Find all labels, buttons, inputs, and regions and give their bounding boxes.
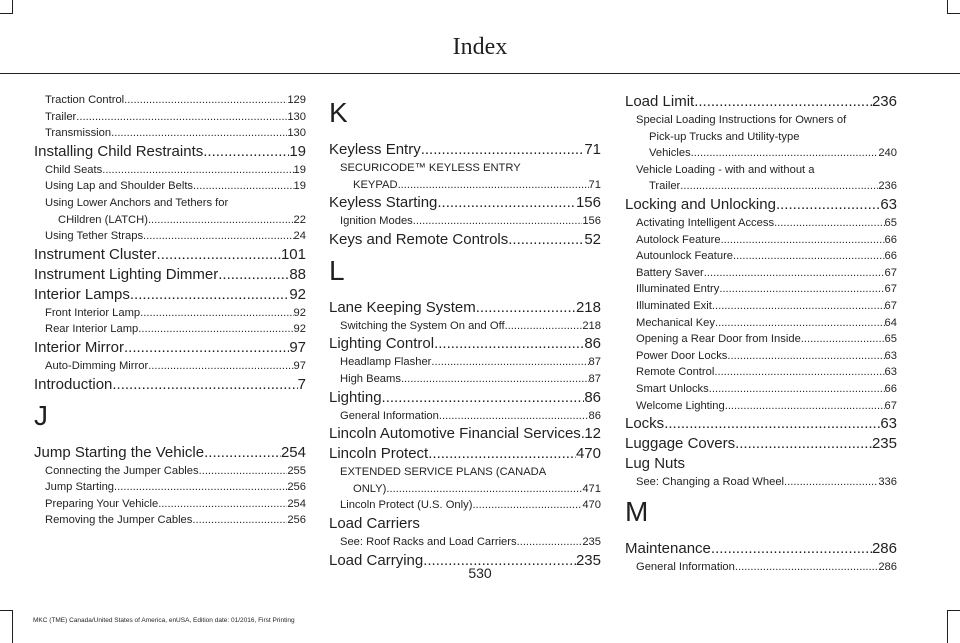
dot-leader	[428, 444, 576, 464]
entry-page-number: 130	[287, 110, 306, 123]
dot-leader	[112, 375, 297, 395]
index-subentry-wrapped[interactable]	[329, 160, 601, 193]
crop-mark-top-left-vertical	[12, 0, 13, 14]
index-subentry[interactable]	[329, 371, 601, 388]
entry-label: General Information	[636, 560, 735, 573]
index-entry[interactable]	[625, 195, 897, 215]
index-entry[interactable]	[34, 375, 306, 395]
index-subentry[interactable]	[34, 358, 306, 375]
entry-page-number: 87	[588, 372, 601, 385]
entry-page-number: 129	[287, 94, 306, 106]
dot-leader	[130, 285, 289, 305]
index-subentry[interactable]	[329, 534, 601, 551]
dot-leader	[434, 334, 584, 354]
entry-page-number: 470	[575, 445, 601, 463]
entry-label: Maintenance	[625, 539, 711, 557]
index-column-1	[34, 92, 306, 529]
entry-page-number: 235	[575, 551, 601, 569]
entry-label: Interior Lamps	[34, 285, 130, 303]
entry-label: Headlamp Flasher	[340, 356, 432, 369]
entry-page-number: 92	[293, 323, 306, 336]
index-entry[interactable]	[34, 285, 306, 305]
entry-page-number: 235	[871, 435, 897, 453]
entry-label: Using Lap and Shoulder Belts	[45, 180, 194, 193]
dot-leader	[203, 142, 289, 162]
index-subentry[interactable]	[329, 497, 601, 514]
index-entry[interactable]	[625, 414, 897, 434]
entry-page-number: 67	[884, 399, 897, 412]
entry-page-number: 71	[588, 178, 601, 191]
entry-label: ONLY)	[353, 482, 387, 495]
entry-label: Autolock Feature	[636, 233, 721, 246]
dot-leader	[421, 140, 585, 160]
index-subentry[interactable]	[625, 281, 897, 298]
entry-page-number: 254	[287, 497, 306, 510]
dot-leader	[76, 109, 287, 126]
entry-label-line: Special Loading Instructions for Owners of	[636, 114, 847, 126]
entry-label: Welcome Lighting	[636, 399, 725, 412]
dot-leader	[148, 358, 293, 375]
index-entry[interactable]	[329, 514, 601, 534]
index-subentry[interactable]	[34, 479, 306, 496]
index-entry[interactable]	[329, 140, 601, 160]
entry-label: CHildren (LATCH)	[58, 213, 148, 226]
entry-page-number: 65	[884, 216, 897, 229]
entry-label: Illuminated Exit	[636, 299, 712, 312]
entry-page-number: 12	[584, 425, 601, 443]
index-column-3	[625, 92, 897, 575]
entry-page-number: 63	[880, 195, 897, 213]
entry-page-number: 97	[293, 359, 306, 372]
crop-mark-top-left-horizontal	[0, 13, 13, 14]
entry-page-number: 64	[884, 316, 897, 329]
entry-page-number: 71	[584, 141, 601, 158]
index-subentry[interactable]	[329, 354, 601, 371]
entry-label: Battery Saver	[636, 266, 704, 279]
entry-page-number: 19	[293, 163, 306, 176]
dot-leader	[694, 92, 872, 112]
entry-page-number: 97	[289, 338, 306, 356]
index-subentry[interactable]	[625, 248, 897, 265]
dot-leader	[102, 162, 293, 179]
index-subentry[interactable]	[625, 348, 897, 365]
entry-label: Remote Control	[636, 366, 715, 379]
entry-label: Activating Intelligent Access	[636, 216, 775, 229]
index-entry[interactable]	[34, 338, 306, 358]
section-letter: M	[625, 495, 649, 527]
entry-page-number: 67	[884, 283, 897, 296]
entry-page-number: 86	[588, 409, 601, 422]
entry-label: Lug Nuts	[625, 455, 686, 473]
entry-label: Ignition Modes	[340, 215, 413, 228]
index-subentry[interactable]	[34, 125, 306, 142]
dot-leader	[382, 388, 585, 408]
index-subentry[interactable]	[625, 178, 897, 195]
index-subentry[interactable]	[625, 232, 897, 249]
entry-page-number: 256	[287, 481, 306, 494]
entry-label: Mechanical Key	[636, 316, 715, 329]
dot-leader	[801, 331, 885, 348]
index-entry[interactable]	[329, 388, 601, 408]
entry-label: Autounlock Feature	[636, 250, 734, 263]
dot-leader	[439, 408, 589, 425]
dot-leader	[735, 434, 872, 454]
entry-page-number: 65	[884, 333, 897, 346]
crop-mark-bottom-left-vertical	[12, 610, 13, 643]
page-title: Index	[452, 34, 508, 60]
crop-mark-bottom-right-vertical	[947, 610, 948, 643]
entry-label: Illuminated Entry	[636, 283, 720, 296]
index-entry[interactable]	[625, 454, 897, 474]
entry-label: Lane Keeping System	[329, 298, 476, 316]
index-subentry[interactable]	[329, 213, 601, 230]
entry-page-number: 470	[582, 499, 601, 512]
dot-leader	[711, 539, 872, 559]
dot-leader	[192, 512, 287, 529]
entry-label: Keys and Remote Controls	[329, 230, 509, 248]
section-letter: L	[329, 254, 345, 286]
crop-mark-bottom-left-horizontal	[0, 610, 13, 611]
entry-label: Child Seats	[45, 163, 103, 176]
entry-label: Preparing Your Vehicle	[45, 497, 159, 510]
entry-label: Lincoln Protect (U.S. Only)	[340, 499, 473, 512]
dot-leader	[143, 228, 294, 245]
dot-leader	[714, 364, 884, 381]
dot-leader	[158, 496, 287, 513]
dot-leader	[704, 265, 885, 282]
entry-page-number: 66	[884, 382, 897, 395]
entry-label: Connecting the Jumper Cables	[45, 464, 199, 477]
dot-leader	[140, 305, 293, 322]
index-entry[interactable]	[329, 334, 601, 354]
entry-page-number: 7	[297, 375, 306, 393]
index-subentry[interactable]	[34, 321, 306, 338]
dot-leader	[472, 497, 582, 514]
entry-label: General Information	[340, 409, 439, 422]
index-subentry[interactable]	[34, 463, 306, 480]
entry-label: Keyless Entry	[329, 141, 421, 158]
index-subentry-wrapped[interactable]	[34, 195, 306, 228]
entry-page-number: 87	[588, 356, 601, 369]
dot-leader	[193, 178, 294, 195]
index-entry[interactable]	[34, 443, 306, 463]
dot-leader	[401, 371, 589, 388]
dot-leader	[680, 178, 878, 195]
index-entry[interactable]	[34, 142, 306, 162]
entry-page-number: 471	[582, 482, 601, 495]
entry-page-number: 130	[287, 127, 306, 140]
index-subentry[interactable]	[625, 145, 897, 162]
dot-leader	[218, 265, 289, 285]
crop-mark-top-right-vertical	[947, 0, 948, 14]
index-subentry[interactable]	[34, 228, 306, 245]
entry-page-number: 235	[582, 535, 601, 548]
entry-page-number: 236	[878, 180, 897, 193]
entry-page-number: 22	[293, 213, 306, 226]
entry-page-number: 286	[871, 539, 897, 557]
dot-leader	[721, 232, 885, 249]
index-entry[interactable]	[625, 434, 897, 454]
page-number: 530	[468, 565, 492, 581]
dot-leader	[437, 193, 576, 213]
dot-leader	[148, 212, 294, 229]
entry-label: Rear Interior Lamp	[45, 323, 139, 336]
section-letter: J	[34, 399, 48, 431]
entry-page-number: 236	[871, 93, 897, 110]
entry-label-line: EXTENDED SERVICE PLANS (CANADA	[340, 466, 547, 479]
entry-label: Opening a Rear Door from Inside	[636, 333, 801, 346]
entry-page-number: 19	[293, 180, 306, 193]
entry-label: High Beams	[340, 372, 401, 385]
dot-leader	[727, 348, 884, 365]
dot-leader	[725, 398, 885, 415]
dot-leader	[138, 321, 293, 338]
index-subentry-wrapped[interactable]	[625, 112, 897, 162]
index-subentry[interactable]	[625, 331, 897, 348]
entry-page-number: 218	[575, 298, 601, 316]
entry-page-number: 24	[293, 230, 306, 243]
entry-label: Installing Child Restraints	[34, 142, 204, 160]
entry-label: Trailer	[649, 180, 681, 193]
index-entry[interactable]	[625, 92, 897, 112]
entry-page-number: 256	[287, 514, 306, 527]
dot-leader	[664, 414, 880, 434]
dot-leader	[715, 315, 885, 332]
index-entry[interactable]	[34, 265, 306, 285]
entry-page-number: 240	[878, 147, 897, 160]
entry-label: Front Interior Lamp	[45, 306, 141, 319]
index-subentry[interactable]	[329, 318, 601, 335]
dot-leader	[719, 281, 884, 298]
entry-label: Power Door Locks	[636, 349, 728, 362]
entry-page-number: 336	[878, 476, 897, 489]
entry-label: See: Roof Racks and Load Carriers	[340, 535, 517, 548]
entry-page-number: 86	[584, 388, 601, 406]
crop-mark-top-right-horizontal	[947, 13, 960, 14]
entry-label: Lincoln Automotive Financial Services	[329, 425, 581, 443]
dot-leader	[712, 298, 885, 315]
entry-label: Trailer	[45, 110, 77, 123]
dot-leader	[431, 354, 588, 371]
entry-page-number: 156	[582, 215, 601, 228]
index-entry[interactable]	[625, 539, 897, 559]
dot-leader	[204, 443, 281, 463]
entry-label: Load Carriers	[329, 514, 420, 532]
dot-leader	[124, 92, 287, 109]
dot-leader	[508, 230, 584, 250]
entry-label: Instrument Lighting Dimmer	[34, 265, 219, 283]
entry-page-number: 67	[884, 299, 897, 312]
dot-leader	[709, 381, 885, 398]
section-letter: K	[329, 97, 348, 128]
dot-leader	[111, 125, 287, 142]
dot-leader	[114, 479, 287, 496]
entry-page-number: 92	[289, 285, 306, 303]
index-subentry[interactable]	[329, 408, 601, 425]
index-subentry-wrapped[interactable]	[329, 464, 601, 497]
entry-page-number: 88	[289, 265, 306, 283]
dot-leader	[124, 338, 289, 358]
dot-leader	[733, 248, 885, 265]
entry-label: Traction Control	[45, 94, 125, 106]
index-entry[interactable]	[329, 298, 601, 318]
entry-label-line: Pick-up Trucks and Utility-type	[649, 130, 800, 143]
dot-leader	[517, 534, 583, 551]
index-subentry[interactable]	[625, 381, 897, 398]
dot-leader	[386, 481, 582, 498]
entry-label: Locks	[625, 415, 665, 433]
index-subentry[interactable]	[625, 215, 897, 232]
index-subentry[interactable]	[625, 298, 897, 315]
entry-label: Load Limit	[625, 93, 695, 110]
entry-page-number: 92	[293, 306, 306, 319]
dot-leader	[476, 298, 576, 318]
dot-leader	[157, 245, 281, 265]
entry-label: Interior Mirror	[34, 338, 125, 356]
entry-page-number: 19	[289, 142, 306, 160]
index-subentry[interactable]	[34, 178, 306, 195]
entry-page-number: 218	[582, 319, 601, 332]
entry-label: Smart Unlocks	[636, 382, 709, 395]
entry-label: Instrument Cluster	[34, 245, 157, 263]
entry-page-number: 255	[287, 464, 306, 477]
entry-label: Jump Starting	[45, 481, 115, 494]
index-subentry[interactable]	[625, 474, 897, 491]
index-subentry[interactable]	[34, 512, 306, 529]
entry-page-number: 286	[878, 560, 897, 573]
index-subentry[interactable]	[34, 109, 306, 126]
dot-leader	[199, 463, 288, 480]
index-subentry[interactable]	[34, 92, 306, 109]
edition-text: MKC (TME) Canada/United States of America, enUSA, Edition date: 01/2016, First Printing	[33, 617, 295, 624]
dot-leader	[413, 213, 583, 230]
entry-label: Load Carrying	[329, 551, 424, 569]
header-rule	[0, 73, 960, 74]
dot-leader	[691, 145, 879, 162]
index-subentry[interactable]	[34, 496, 306, 513]
index-subentry[interactable]	[329, 481, 601, 498]
entry-label: See: Changing a Road Wheel	[636, 476, 785, 489]
index-subentry-wrapped[interactable]	[625, 162, 897, 195]
index-subentry[interactable]	[34, 162, 306, 179]
entry-label-line: Using Lower Anchors and Tethers for	[45, 196, 229, 209]
entry-label: Lincoln Protect	[329, 445, 429, 463]
index-subentry[interactable]	[329, 177, 601, 194]
entry-label: Using Tether Straps	[45, 230, 144, 243]
entry-page-number: 101	[280, 245, 306, 263]
crop-mark-bottom-right-horizontal	[947, 610, 960, 611]
index-subentry[interactable]	[34, 305, 306, 322]
index-entry[interactable]	[329, 424, 601, 444]
dot-leader	[784, 474, 878, 491]
index-subentry[interactable]	[625, 398, 897, 415]
index-entry[interactable]	[329, 444, 601, 464]
entry-label: Lighting	[329, 388, 382, 406]
dot-leader	[774, 215, 884, 232]
dot-leader	[398, 177, 589, 194]
entry-label: Introduction	[34, 375, 113, 393]
index-subentry[interactable]	[625, 315, 897, 332]
entry-page-number: 254	[280, 443, 306, 461]
entry-page-number: 63	[884, 366, 897, 379]
entry-label-line: SECURICODE™ KEYLESS ENTRY	[340, 162, 521, 174]
entry-label: KEYPAD	[353, 178, 398, 191]
dot-leader	[505, 318, 583, 335]
entry-page-number: 66	[884, 233, 897, 246]
entry-page-number: 52	[584, 230, 601, 248]
entry-page-number: 156	[575, 194, 601, 212]
entry-label: Vehicles	[649, 147, 691, 160]
entry-label: Removing the Jumper Cables	[45, 514, 193, 527]
entry-page-number: 67	[884, 266, 897, 279]
entry-page-number: 66	[884, 250, 897, 263]
index-subentry[interactable]	[625, 265, 897, 282]
entry-label: Locking and Unlocking	[625, 195, 776, 213]
entry-label: Auto-Dimming Mirror	[45, 359, 149, 372]
dot-leader	[776, 195, 880, 215]
entry-label: Switching the System On and Off	[340, 319, 505, 332]
index-entry[interactable]	[34, 245, 306, 265]
entry-page-number: 63	[884, 349, 897, 362]
entry-label: Lighting Control	[329, 335, 435, 353]
entry-label-line: Vehicle Loading - with and without a	[636, 163, 815, 176]
entry-page-number: 86	[584, 335, 601, 353]
index-entry[interactable]	[329, 230, 601, 250]
entry-page-number: 63	[880, 415, 897, 433]
entry-label: Luggage Covers	[625, 435, 736, 453]
index-subentry[interactable]	[625, 364, 897, 381]
entry-label: Jump Starting the Vehicle	[34, 443, 205, 461]
index-subentry[interactable]	[34, 212, 306, 229]
entry-label: Keyless Starting	[329, 194, 438, 212]
index-column-2	[329, 92, 601, 571]
index-entry[interactable]	[329, 193, 601, 213]
entry-label: Transmission	[45, 127, 112, 140]
